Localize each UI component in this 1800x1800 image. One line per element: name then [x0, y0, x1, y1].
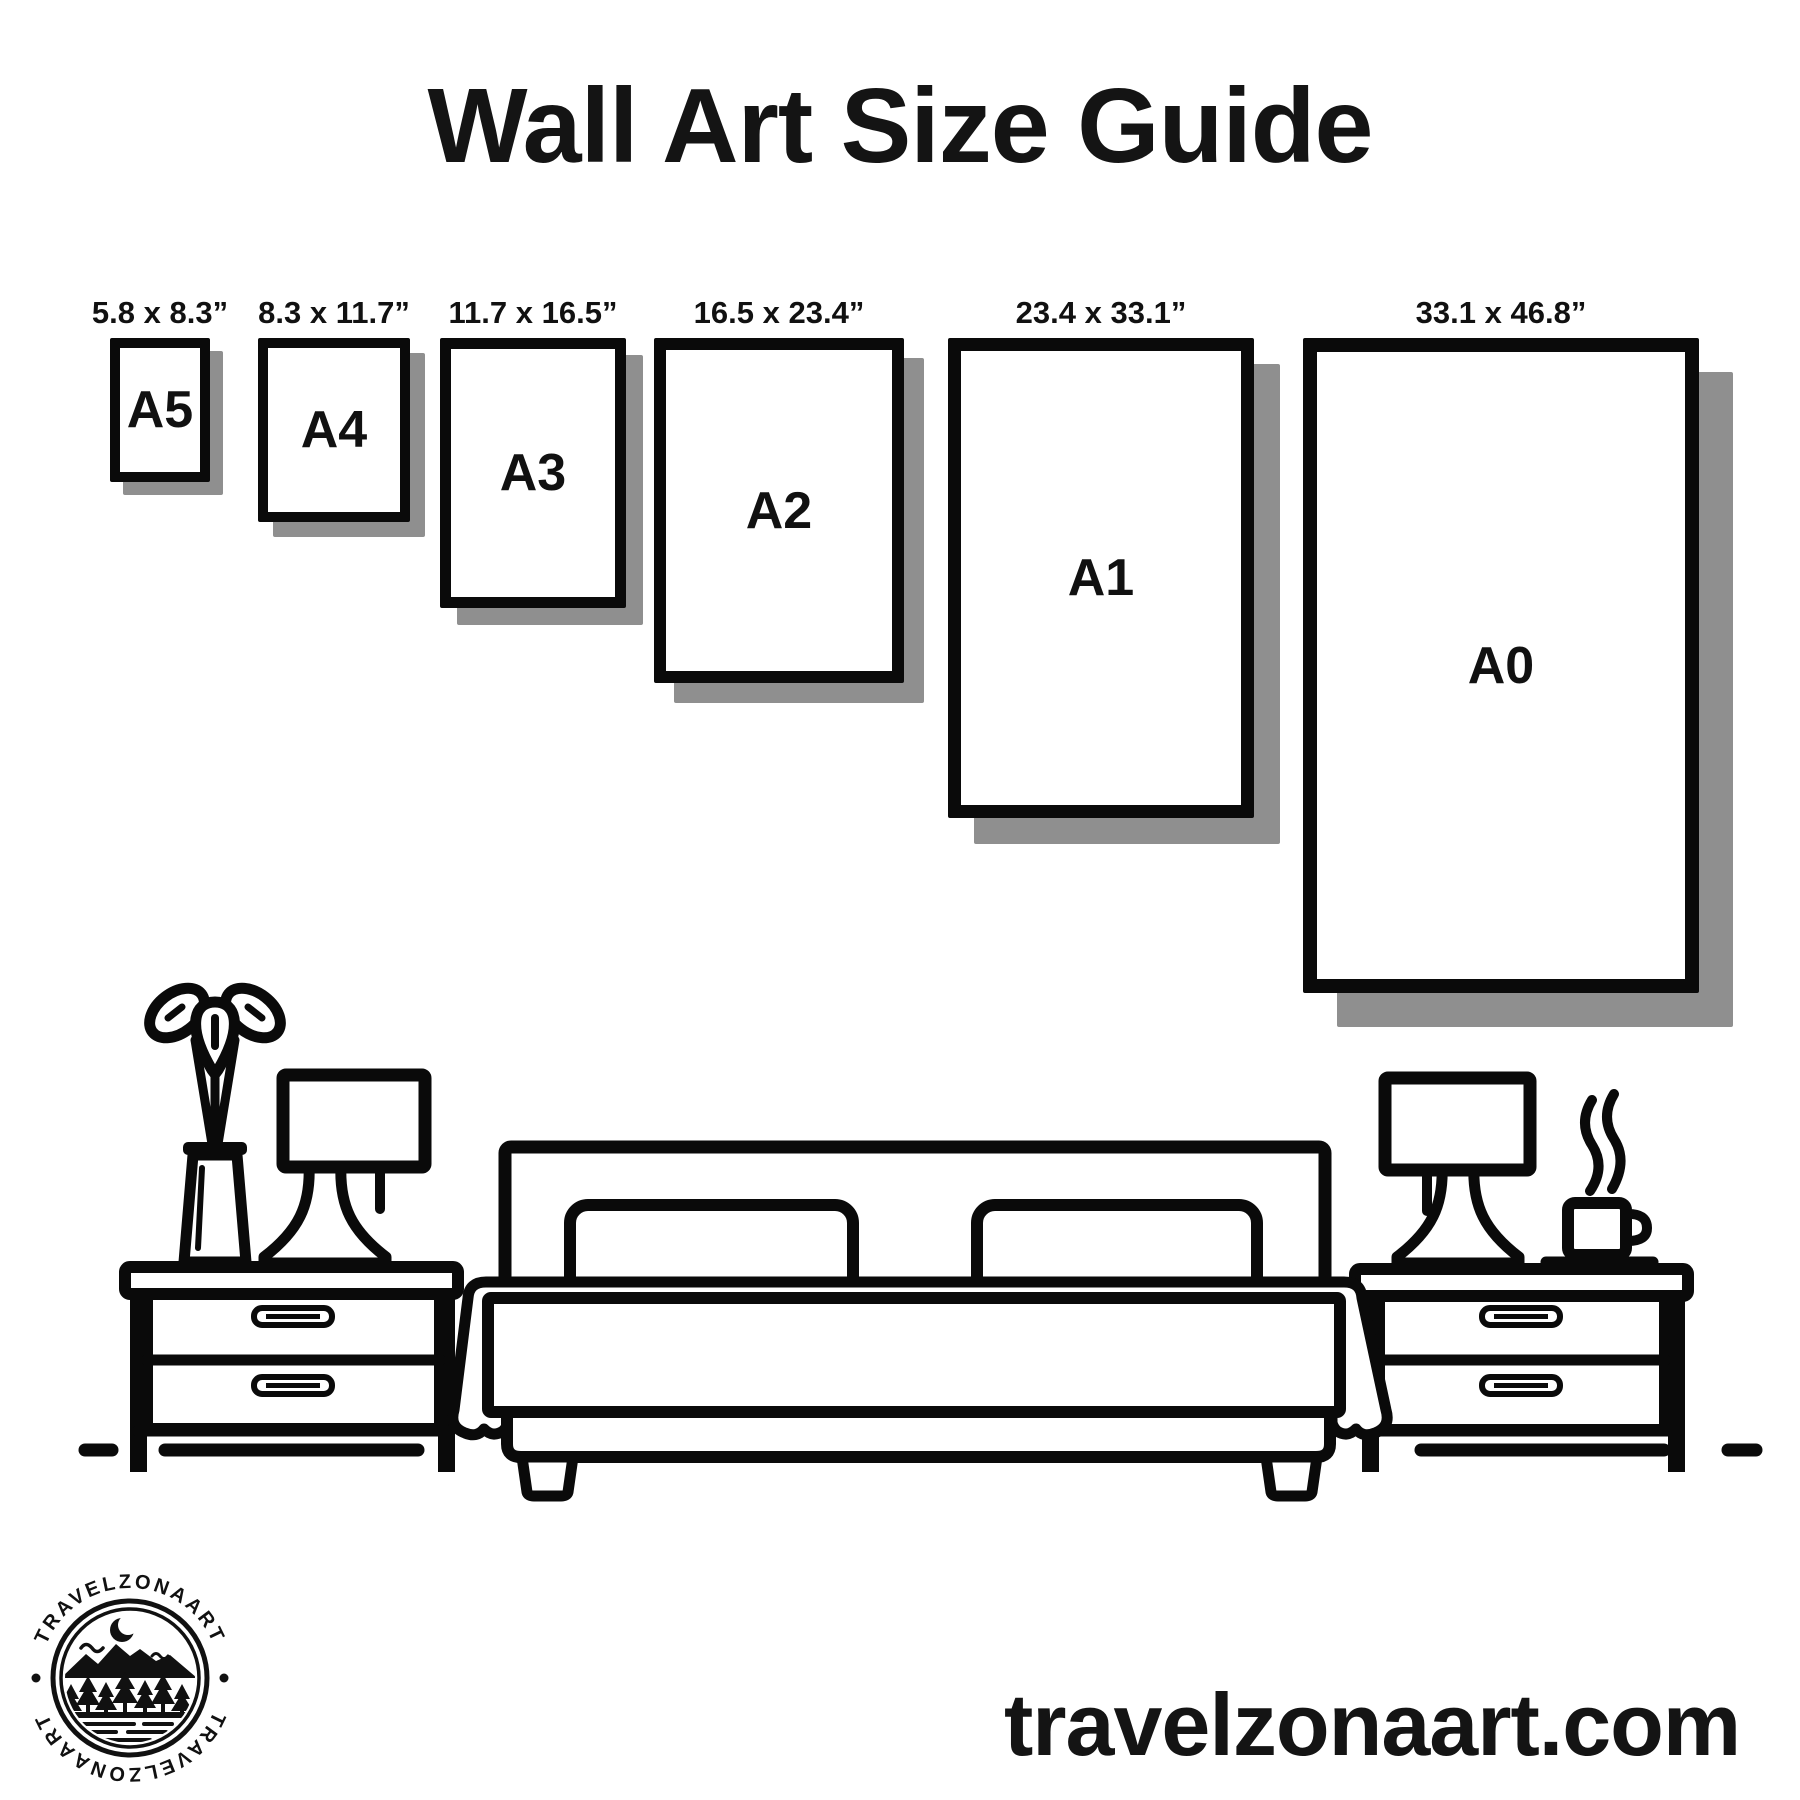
logo-dot-left: [32, 1674, 41, 1683]
frame-a3: [440, 338, 626, 608]
nightstand-left: [125, 1267, 458, 1472]
frame-code-a4: A4: [300, 401, 368, 459]
coffee-mug-icon: [1546, 1094, 1653, 1262]
logo-landscape: [60, 1615, 197, 1740]
frame-a4: [258, 338, 410, 522]
nightstand-right: [1355, 1269, 1688, 1472]
frame-code-a3: A3: [499, 444, 567, 502]
table-lamp-left-icon: [264, 1075, 425, 1263]
bed-leg-right: [1266, 1457, 1317, 1496]
size-label-a5: 5.8 x 8.3”: [91, 295, 229, 330]
table-lamp-right-icon: [1385, 1078, 1530, 1263]
frame-code-a2: A2: [745, 481, 813, 540]
logo-badge: [26, 1572, 234, 1784]
size-label-a2: 16.5 x 23.4”: [693, 295, 865, 330]
frame-a1: [948, 338, 1254, 818]
frame-code-a0: A0: [1467, 636, 1535, 695]
logo-dot-right: [220, 1674, 229, 1683]
steam-icon: [1585, 1100, 1599, 1191]
size-label-a0: 33.1 x 46.8”: [1415, 295, 1587, 330]
bird-icon: [81, 1645, 103, 1652]
logo-text-top: TRAVELZONAART: [30, 1572, 230, 1648]
frame-a2: [654, 338, 904, 683]
pine-trees-icon: [60, 1672, 193, 1717]
frame-code-a5: A5: [126, 381, 194, 439]
moon-icon: [110, 1615, 138, 1642]
website-url: travelzonaart.com: [1004, 1675, 1741, 1774]
logo-text-bottom: TRAVELZONAART: [30, 1708, 230, 1784]
blanket: [488, 1298, 1340, 1412]
size-label-a3: 11.7 x 16.5”: [448, 295, 618, 330]
size-label-a4: 8.3 x 11.7”: [258, 295, 410, 330]
bedroom-illustration: [60, 960, 1780, 1540]
ground-icon: [64, 1712, 196, 1718]
frame-code-a1: A1: [1067, 549, 1135, 607]
bed: [453, 1147, 1387, 1496]
frame-a5: [110, 338, 210, 482]
plant-vase-icon: [140, 978, 289, 1262]
steam-icon: [1607, 1094, 1621, 1189]
frame-a0: [1303, 338, 1699, 993]
page-title: Wall Art Size Guide: [427, 67, 1373, 185]
size-label-a1: 23.4 x 33.1”: [1015, 295, 1187, 330]
bed-leg-left: [522, 1457, 573, 1496]
